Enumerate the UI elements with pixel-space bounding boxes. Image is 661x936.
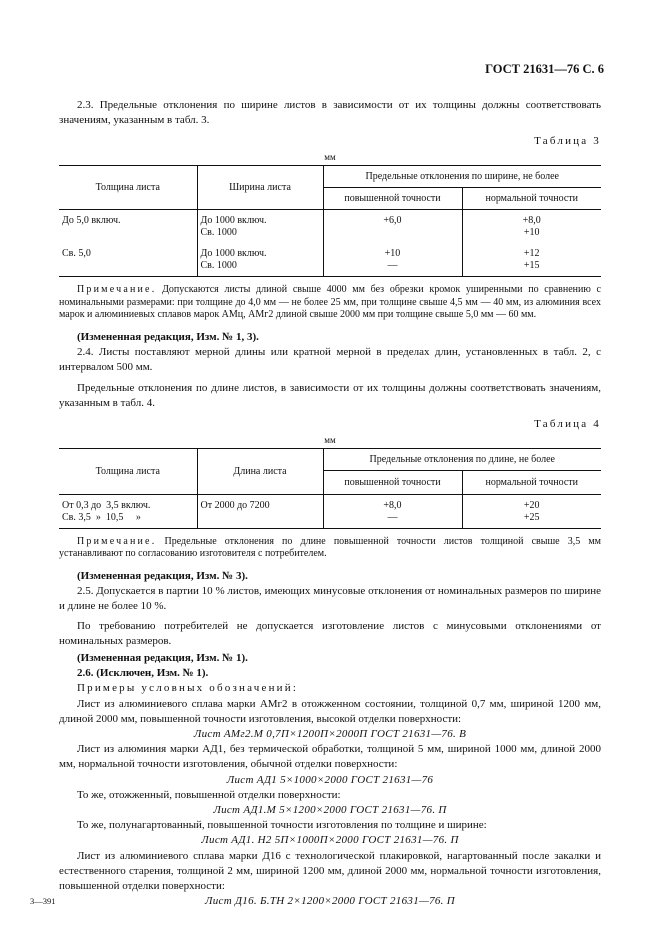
table-4-head-length: Длина листа <box>197 448 323 494</box>
note-label: Примечание. <box>77 535 157 547</box>
paragraph-2-5: 2.5. Допускается в партии 10 % листов, имеющих минусовые отклонения от номинальных размеров по ширине и длине не более 10 %. <box>59 585 601 613</box>
table-cell-line: От 0,3 до 3,5 включ. <box>62 499 151 511</box>
example-5-code: Лист Д16. Б.ТН 2×1200×2000 ГОСТ 21631—76. П <box>204 895 456 908</box>
table-cell <box>197 210 323 244</box>
note-text: Допускаются листы длиной свыше 4000 мм без обрезки кромок уширенными по сравнению с номинальными размерами: при толщине до 4,0 мм — не более 25 мм, при толщине свыше 4,5 мм — 40 мм, из алюминия всех марок и алюминиевых сплавов марок АМц, АМг2 длиной свыше 2000 мм при толщине свыше 5,0 мм — 60 мм. <box>59 284 601 321</box>
table-cell <box>462 243 601 277</box>
table-cell: Св. 5,0 <box>59 243 197 277</box>
example-2-text: Лист из алюминия марки АД1, без термической обработки, толщиной 5 мм, шириной 1000 мм, длиной 2000 мм, нормальной точности изготовления, обычной отделки поверхности: <box>59 743 601 771</box>
table-cell-line: +8,0 <box>383 499 402 511</box>
table-cell <box>323 243 462 277</box>
paragraph-2-4b: Предельные отклонения по длине листов, в зависимости от их толщины должны соответствовать значениям, указанным в табл. 4. <box>59 381 601 409</box>
table-cell-line: +10 <box>523 227 540 239</box>
table-3-head-thickness: Толщина листа <box>59 166 197 210</box>
revision-note-1: (Измененная редакция, Изм. № 1, 3). <box>77 330 259 343</box>
table-4-head-thickness: Толщина листа <box>59 448 197 494</box>
table-3-note <box>59 284 601 322</box>
table-4-note <box>59 536 601 561</box>
table-cell-line: +20 <box>523 499 540 511</box>
table-4-head-normal: нормальной точности <box>462 470 601 494</box>
example-1-code: Лист АМг2.М 0,7П×1200П×2000П ГОСТ 21631—76. В <box>193 727 467 740</box>
example-3-text: То же, отожженный, повышенной отделки поверхности: <box>77 788 341 801</box>
table-cell-line: Св. 1000 <box>200 227 237 239</box>
table-4 <box>59 448 601 529</box>
page-header: ГОСТ 21631—76 С. 6 <box>485 62 604 76</box>
table-cell-line: +10 <box>384 248 401 260</box>
example-2-code: Лист АД1 5×1000×2000 ГОСТ 21631—76 <box>226 773 434 786</box>
paragraph-2-3: 2.3. Предельные отклонения по ширине листов в зависимости от их толщины должны соответствовать значениям, указанным в табл. 3. <box>59 99 601 127</box>
table-3-unit: мм <box>324 152 336 163</box>
table-row <box>59 210 601 244</box>
table-4-unit: мм <box>324 434 336 445</box>
table-cell-line: +6,0 <box>383 215 402 227</box>
note-label: Примечание. <box>77 284 157 296</box>
paragraph-2-5b: По требованию потребителей не допускается изготовление листов с минусовыми отклонениями от номинальных размеров. <box>59 619 601 647</box>
table-4-head-limit: Предельные отклонения по длине, не более <box>323 448 601 470</box>
table-cell <box>197 243 323 277</box>
paragraph-2-6-text: 2.6. (Исключен, Изм. № 1). <box>77 667 209 680</box>
table-3-head-normal: нормальной точности <box>462 188 601 210</box>
example-1-text: Лист из алюминиевого сплава марки АМг2 в отожженном состоянии, толщиной 0,7 мм, шириной 1200 мм, длиной 2000 мм, повышенной точности изготовления, высокой отделки поверхности: <box>59 697 601 725</box>
example-4-text: То же, полунагартованный, повышенной точности изготовления по толщине и ширине: <box>77 819 487 832</box>
table-cell-line: Св. 3,5 » 10,5 » <box>62 511 141 523</box>
table-4-head-high: повышенной точности <box>323 470 462 494</box>
table-3 <box>59 165 601 277</box>
note-text: Предельные отклонения по длине повышенной точности листов толщиной свыше 3,5 мм устанавливают по согласованию изготовителя с потребителем. <box>59 535 601 560</box>
table-cell-line: +8,0 <box>522 215 541 227</box>
revision-note-3: (Измененная редакция, Изм. № 1). <box>77 651 248 664</box>
table-3-head-width: Ширина листа <box>197 166 323 210</box>
table-cell <box>323 210 462 244</box>
table-3-head-high: повышенной точности <box>323 188 462 210</box>
example-5-text: Лист из алюминиевого сплава марки Д16 с технологической плакировкой, нагартованный после закалки и естественного старения, толщиной 2 мм, шириной 1200 мм, длиной 2000 мм, нормальной точности изготовления, повышенной отделки поверхности: <box>59 849 601 892</box>
example-4-code: Лист АД1. Н2 5П×1000П×2000 ГОСТ 21631—76. П <box>201 834 459 847</box>
table-4-caption: Таблица 4 <box>534 417 601 430</box>
table-cell <box>462 494 601 528</box>
table-cell <box>323 494 462 528</box>
revision-note-2: (Измененная редакция, Изм. № 3). <box>77 569 248 582</box>
table-cell <box>59 494 197 528</box>
paragraph-2-6 <box>59 666 601 681</box>
page-footer: 3—391 <box>30 896 56 906</box>
page-content <box>59 98 601 909</box>
table-3-caption: Таблица 3 <box>534 135 601 148</box>
table-cell: До 5,0 включ. <box>59 210 197 244</box>
examples-title: Примеры условных обозначений: <box>77 682 299 695</box>
example-3-code: Лист АД1.М 5×1200×2000 ГОСТ 21631—76. П <box>213 803 447 816</box>
table-3-head-limit: Предельные отклонения по ширине, не более <box>323 166 601 188</box>
table-cell-line: До 1000 включ. <box>200 215 267 227</box>
table-cell-line: — <box>387 260 398 272</box>
table-cell-line: +15 <box>523 260 540 272</box>
table-cell <box>462 210 601 244</box>
table-cell-line: +12 <box>523 248 540 260</box>
paragraph-2-4: 2.4. Листы поставляют мерной длины или кратной мерной в пределах длин, установленных в табл. 2, с интервалом 500 мм. <box>59 346 601 374</box>
table-row <box>59 243 601 277</box>
table-cell-line: Св. 1000 <box>200 260 237 272</box>
table-cell-line: До 1000 включ. <box>200 248 267 260</box>
table-row <box>59 494 601 528</box>
table-cell: От 2000 до 7200 <box>197 494 323 528</box>
table-cell-line: +25 <box>523 511 540 523</box>
table-cell-line: — <box>387 511 398 523</box>
